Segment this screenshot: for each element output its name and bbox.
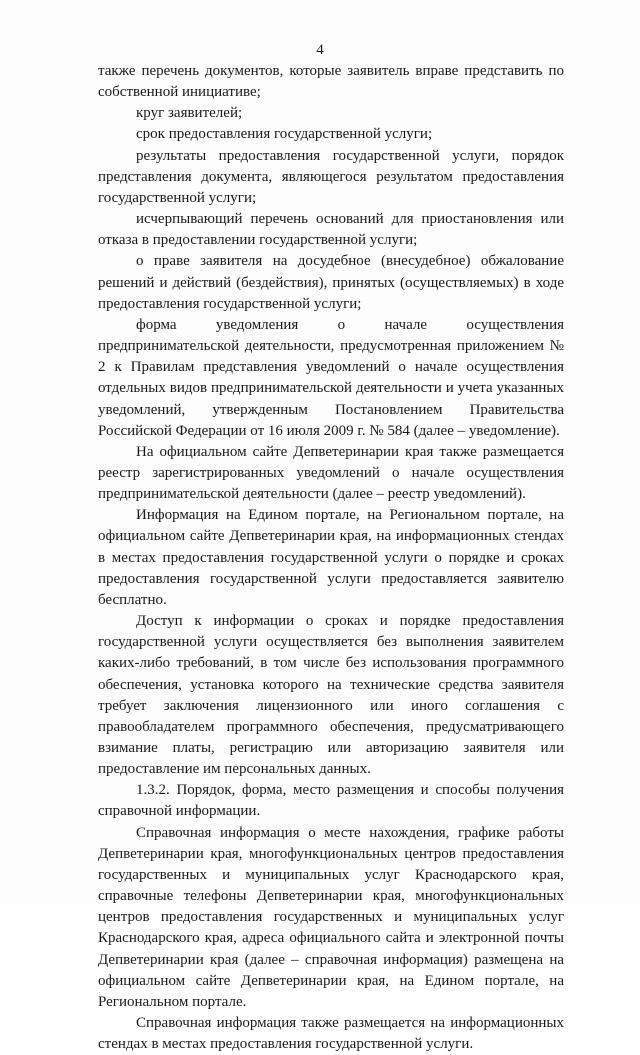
paragraph-service-results: результаты предоставления государственной услуги, порядок представления документа, являющегося результатом предоставления государственной услуги; <box>98 147 564 206</box>
page-number: 4 <box>316 42 324 58</box>
document-body <box>98 61 564 1055</box>
paragraph-refusal-grounds: исчерпывающий перечень оснований для приостановления или отказа в предоставлении государственной услуги; <box>98 211 564 249</box>
paragraph-registry: На официальном сайте Депветеринарии края также размещается реестр зарегистрированных уведомлений о начале осуществления предпринимательской деятельности (далее – реестр уведомлений). <box>98 443 564 503</box>
paragraph-appeal-right: о праве заявителя на досудебное (внесудебное) обжалование решений и действий (бездействия), принятых (осуществляемых) в ходе предоставления государственной услуги; <box>98 253 564 312</box>
paragraph-reference-information: Справочная информация о месте нахождения, графике работы Депветеринарии края, многофункциональных центров предоставления государственных и муниципальных услуг Краснодарского края, справочные телефоны Депветеринарии края, многофункциональных центров предоставления государственных и муниципальных услуг Краснодарского края, адреса официального сайта и электронной почты Депветеринарии края (далее – справочная информация) размещена на официальном сайте Депветеринарии края, на Едином портале, на Региональном портале. <box>98 824 564 1010</box>
paragraph-applicants: круг заявителей; <box>136 105 243 122</box>
paragraph-information-stands: Справочная информация также размещается на информационных стендах в местах предоставления государственной услуги. <box>98 1015 564 1053</box>
paragraph-section-1-3-2: 1.3.2. Порядок, форма, место размещения и способы получения справочной информации. <box>98 782 564 820</box>
paragraph-service-term: срок предоставления государственной услуги; <box>136 126 433 143</box>
paragraph-notification-form: форма уведомления о начале осуществления предпринимательской деятельности, предусмотренная приложением № 2 к Правилам представления уведомлений о начале осуществления отдельных видов предпринимательской деятельности и учета указанных уведомлений, утвержденным Постановлением Правительства Российской Федерации от 16 июля 2009 г. № 584 (далее – уведомление). <box>98 316 564 439</box>
paragraph-free-information: Информация на Едином портале, на Региональном портале, на официальном сайте Депветеринарии края, на информационных стендах в местах предоставления государственной услуги о порядке и сроках предоставления государственной услуги предоставляется заявителю бесплатно. <box>98 507 564 608</box>
paragraph-information-access: Доступ к информации о сроках и порядке предоставления государственной услуги осуществляется без выполнения заявителем каких-либо требований, в том числе без использования программного обеспечения, установка которого на технические средства заявителя требует заключения лицензионного или иного соглашения с правообладателем программного обеспечения, предусматривающего взимание платы, регистрацию или авторизацию заявителя или предоставление им персональных данных. <box>98 613 564 778</box>
paragraph-documents-list: также перечень документов, которые заявитель вправе представить по собственной инициативе; <box>98 63 564 101</box>
